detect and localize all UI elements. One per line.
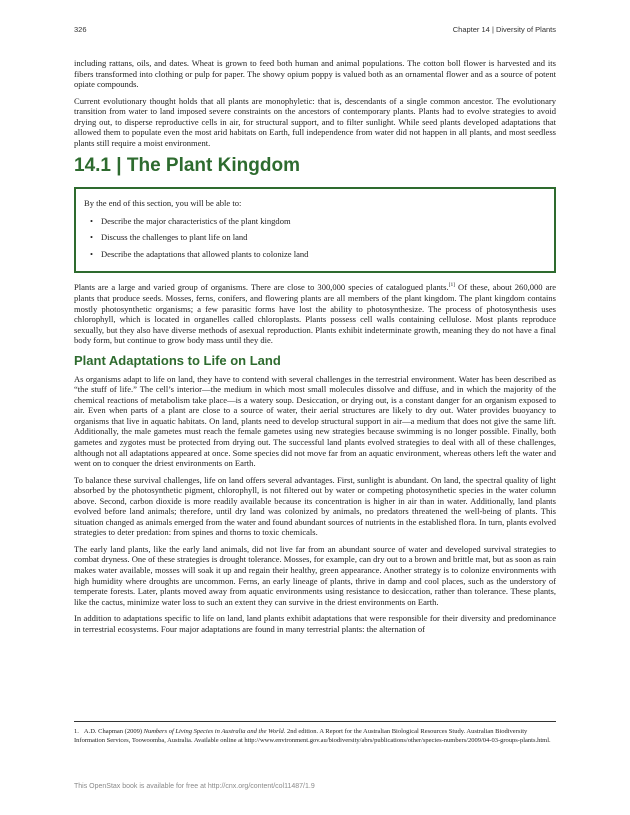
page-footer: This OpenStax book is available for free at http://cnx.org/content/col11487/1.9 (74, 783, 315, 790)
footnote-book-title: Numbers of Living Species in Australia and the World (143, 728, 284, 735)
chapter-title: Chapter 14 | Diversity of Plants (452, 25, 556, 34)
subsection-paragraph-1: As organisms adapt to life on land, they have to contend with several challenges in the terrestrial environment. Water has been described as “the stuff of life.” The cell’s interior—the medium in which most small molecules dissolve and diffuse, and in which the majority of the chemical reactions of metabolism take place—is a watery soup. Desiccation, or drying out, is a constant danger for an organism exposed to air. Even when parts of a plant are close to a source of water, their aerial structures are likely to dry out. Water provides buoyancy to organisms that live in aquatic habitats. On land, plants need to develop structural support in air—a medium that does not give the same lift. Additionally, the male gametes must reach the female gametes using new strategies because swimming is no longer possible. Finally, both gametes and zygotes must be protected from drying out. The successful land plants evolved strategies to deal with all of these challenges, although not all adaptations appeared at once. Some species did not move far from an aquatic environment, whereas others left the water and went on to conquer the driest environments on Earth. (74, 373, 556, 469)
objective-item (84, 249, 544, 260)
objective-text: Describe the adaptations that allowed plants to colonize land (101, 248, 309, 259)
objectives-intro: By the end of this section, you will be able to: (84, 198, 242, 209)
paragraph-text: Plants are a large and varied group of organisms. There are close to 300,000 species of catalogued plants. (74, 282, 449, 293)
section-title: 14.1 | The Plant Kingdom (74, 155, 300, 177)
section-paragraph-1 (74, 282, 556, 345)
paragraph-text: Of these, about 260,000 are plants that produce seeds. Mosses, ferns, conifers, and flowering plants are all members of the plant kingdom. The plant kingdom contains mostly photosynthetic organisms; a few parasitic forms have lost the ability to photosynthesize. The process of photosynthesis uses chlorophyll, which is located in organelles called chloroplasts. Plants possess cell walls containing cellulose. Most plants reproduce sexually, but they also have diverse methods of asexual reproduction. Plants exhibit indeterminate growth, meaning they do not have a final body form, but continue to grow body mass until they die. (74, 282, 556, 346)
bullet-icon: • (90, 215, 93, 226)
objective-item (84, 216, 544, 227)
bullet-icon: • (90, 232, 93, 243)
objective-text: Discuss the challenges to plant life on land (101, 232, 248, 243)
running-header (74, 25, 556, 37)
footnote-text: . 2nd edition. A Report for the Australian Biological Resources Study. Australian Biodiversity Information Services, Toowoomba, Australia. Available online at http://www.environment.gov.au/biodiversity/abrs/publications/other/species-numbers/2009/04-03-groups-plants.html. (74, 728, 551, 745)
subsection-paragraph-4: In addition to adaptations specific to life on land, land plants exhibit adaptations that were responsible for their diversity and predominance in terrestrial ecosystems. Four major adaptations are found in many terrestrial plants: the alternation of (74, 613, 556, 634)
bullet-icon: • (90, 248, 93, 259)
footnote-text: A.D. Chapman (2009) (83, 728, 144, 735)
learning-objectives-box (74, 187, 556, 273)
intro-paragraph-1: including rattans, oils, and dates. Wheat is grown to feed both human and animal populations. The cotton boll flower is harvested and its fibers transformed into clothing or pulp for paper. The showy opium poppy is valued both as an ornamental flower and as a source of potent opiate compounds. (74, 58, 556, 90)
objective-item (84, 232, 544, 243)
page-body (74, 58, 556, 640)
subsection-paragraph-3: The early land plants, like the early land animals, did not live far from an abundant source of water and developed survival strategies to combat dryness. One of these strategies is drought tolerance. Mosses, for example, can dry out to a brown and brittle mat, but as soon as rain makes water available, mosses will soak it up and regain their healthy, green appearance. Another strategy is to colonize environments with high humidity where droughts are uncommon. Ferns, an early lineage of plants, thrive in damp and cool places, such as the understory of temperate forests. Later, plants moved away from aquatic environments using resistance to desiccation, rather than tolerance. These plants, like the cactus, minimize water loss to such an extent they can survive in the driest environments on Earth. (74, 543, 556, 607)
footnote-number: 1. (74, 728, 79, 735)
footnote-reference-link[interactable]: [1] (448, 282, 456, 289)
page-number: 326 (74, 25, 87, 34)
intro-paragraph-2: Current evolutionary thought holds that all plants are monophyletic: that is, descendants of a single common ancestor. The evolutionary transition from water to land imposed severe constraints on the ancestors of contemporary plants. Plants had to evolve strategies to avoid drying out, to disperse reproductive cells in air, for structural support, and to filter sunlight. While seed plants developed adaptations that allowed them to populate even the most arid habitats on Earth, full independence from water did not happen in all plants, and most seedless plants still require a moist environment. (74, 95, 556, 148)
subsection-title: Plant Adaptations to Life on Land (74, 352, 281, 368)
objectives-list (84, 216, 544, 260)
objective-text: Describe the major characteristics of the plant kingdom (101, 215, 291, 226)
footnote (74, 727, 556, 745)
footnote-divider (74, 721, 556, 722)
subsection-paragraph-2: To balance these survival challenges, life on land offers several advantages. First, sunlight is abundant. On land, the spectral quality of light absorbed by the photosynthetic pigment, chlorophyll, is not filtered out by water or competing photosynthetic species in the water column above. Second, carbon dioxide is more readily available because its concentration is higher in air than in water. Additionally, land plants evolved before land animals; therefore, until dry land was colonized by animals, no predators threatened the well-being of plants. This situation changed as animals emerged from the water and found abundant sources of nutrients in the established flora. In turn, plants evolved strategies to deter predation: from spines and thorns to toxic chemicals. (74, 474, 556, 538)
